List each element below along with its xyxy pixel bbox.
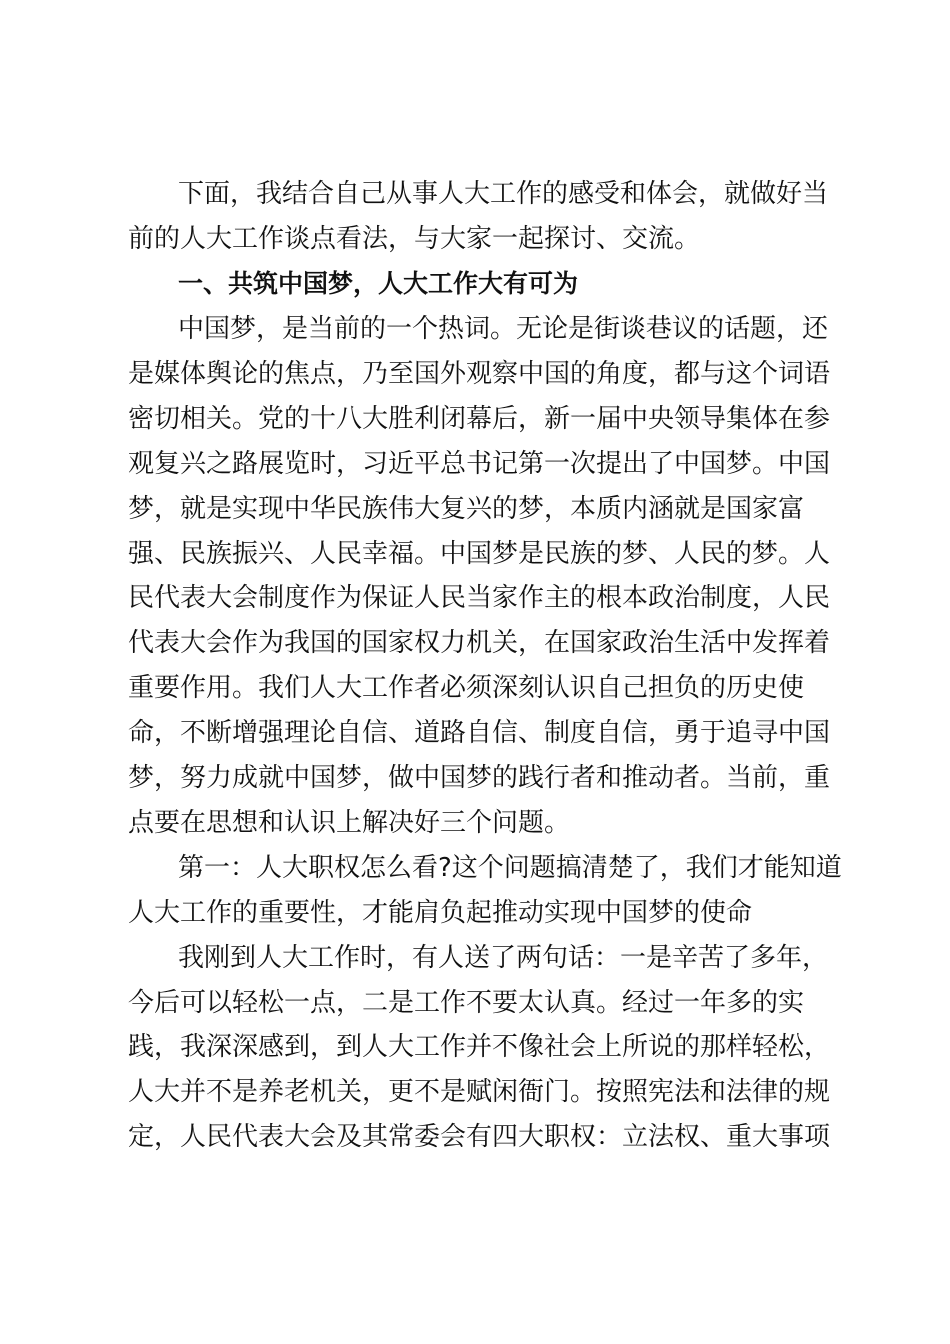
paragraph-line: 强、民族振兴、人民幸福。中国梦是民族的梦、人民的梦。人 (128, 539, 831, 569)
paragraph-line: 我刚到人大工作时，有人送了两句话：一是辛苦了多年， (178, 943, 829, 973)
paragraph-line: 下面，我结合自己从事人大工作的感受和体会，就做好当 (178, 179, 829, 209)
paragraph-line: 梦，就是实现中华民族伟大复兴的梦，本质内涵就是国家富 (128, 494, 805, 524)
paragraph-line: 今后可以轻松一点，二是工作不要太认真。经过一年多的实 (128, 988, 805, 1018)
paragraph-line: 第一：人大职权怎么看?这个问题搞清楚了，我们才能知道 (178, 853, 842, 883)
paragraph-line: 梦，努力成就中国梦，做中国梦的践行者和推动者。当前，重 (128, 763, 831, 793)
paragraph-line: 观复兴之路展览时，习近平总书记第一次提出了中国梦。中国 (128, 449, 831, 479)
paragraph-line: 重要作用。我们人大工作者必须深刻认识自己担负的历史使 (128, 673, 805, 703)
paragraph-line: 定，人民代表大会及其常委会有四大职权：立法权、重大事项 (128, 1122, 831, 1152)
paragraph-line: 是媒体舆论的焦点，乃至国外观察中国的角度，都与这个词语 (128, 359, 831, 389)
section-heading: 一、共筑中国梦，人大工作大有可为 (178, 269, 579, 298)
paragraph-line: 点要在思想和认识上解决好三个问题。 (128, 808, 571, 838)
paragraph-line: 代表大会作为我国的国家权力机关，在国家政治生活中发挥着 (128, 628, 831, 658)
paragraph-line: 人大工作的重要性，才能肩负起推动实现中国梦的使命 (128, 898, 753, 928)
paragraph-line: 中国梦，是当前的一个热词。无论是街谈巷议的话题，还 (178, 314, 829, 344)
paragraph-line: 命，不断增强理论自信、道路自信、制度自信，勇于追寻中国 (128, 718, 831, 748)
paragraph-line: 践，我深深感到，到人大工作并不像社会上所说的那样轻松， (128, 1032, 831, 1062)
paragraph-line: 民代表大会制度作为保证人民当家作主的根本政治制度，人民 (128, 583, 831, 613)
paragraph-line: 密切相关。党的十八大胜利闭幕后，新一届中央领导集体在参 (128, 404, 831, 434)
paragraph-line: 前的人大工作谈点看法，与大家一起探讨、交流。 (128, 224, 701, 254)
paragraph-line: 人大并不是养老机关，更不是赋闲衙门。按照宪法和法律的规 (128, 1077, 831, 1107)
